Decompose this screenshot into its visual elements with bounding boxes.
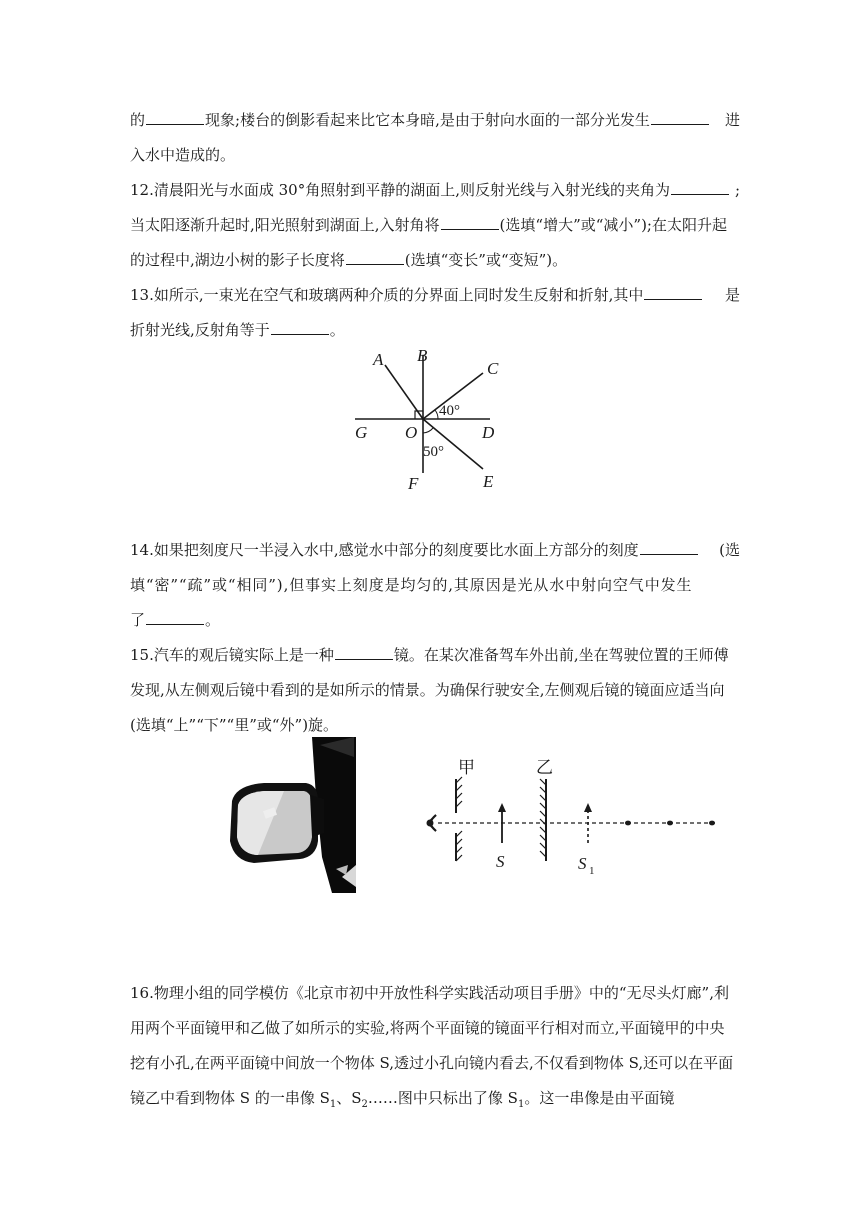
label-E: E <box>483 472 494 491</box>
q13-line1 <box>130 285 740 305</box>
label-C: C <box>487 359 499 378</box>
label-S: S <box>496 852 505 871</box>
reflection-refraction-diagram <box>345 345 505 495</box>
text: 进 <box>724 111 740 129</box>
eye-icon <box>428 815 437 831</box>
label-F: F <box>408 474 419 493</box>
answer-blank[interactable] <box>640 540 698 555</box>
answer-blank[interactable] <box>271 320 329 335</box>
text: (选填“增大”或“减小”);在太阳升起 <box>499 216 727 234</box>
answer-blank[interactable] <box>335 645 393 660</box>
label-G: G <box>355 423 368 442</box>
text: 12.清晨阳光与水面成 30°角照射到平静的湖面上,则反射光线与入射光线的夹角为 <box>130 181 670 199</box>
text: 、S <box>336 1089 362 1107</box>
angle-arc-40 <box>435 410 438 419</box>
text: 了 <box>130 611 146 629</box>
label-B: B <box>417 346 428 365</box>
q14-line1 <box>130 540 740 560</box>
label-yi: 乙 <box>536 758 553 778</box>
text: 镜乙中看到物体 S 的一串像 S <box>130 1089 330 1107</box>
q14-line2: 填“密”“疏”或“相同”),但事实上刻度是均匀的,其原因是光从水中射向空气中发生 <box>130 576 693 594</box>
subscript: 1 <box>329 1099 337 1110</box>
label-O: O <box>405 423 418 442</box>
text: 。这一串像是由平面镜 <box>524 1089 675 1107</box>
answer-blank[interactable] <box>671 180 729 195</box>
label-S1-subscript: 1 <box>589 865 595 877</box>
subscript: 1 <box>517 1099 525 1110</box>
q16-line2: 用两个平面镜甲和乙做了如所示的实验,将两个平面镜的镜面平行相对而立,平面镜甲的中央 <box>130 1019 725 1037</box>
q16-line4 <box>130 1088 740 1115</box>
text: 的 <box>130 111 146 129</box>
answer-blank[interactable] <box>146 110 204 125</box>
text: 13.如所示,一束光在空气和玻璃两种介质的分界面上同时发生反射和折射,其中 <box>130 286 644 304</box>
text: 。 <box>329 321 345 339</box>
text: 镜。在某次准备驾车外出前,坐在驾驶位置的王师傅 <box>393 646 729 664</box>
q12-line1 <box>130 180 740 200</box>
q14-line3 <box>130 610 740 630</box>
text: (选填“变长”或“变短”)。 <box>404 251 568 269</box>
plane-mirror-corridor-diagram <box>418 757 728 877</box>
text: (选 <box>719 541 740 559</box>
angle-arc-50 <box>423 428 433 433</box>
q15-line3: (选填“上”“下”“里”或“外”)旋。 <box>130 716 339 734</box>
subscript: 2 <box>361 1099 368 1110</box>
answer-blank[interactable] <box>146 610 204 625</box>
car-side-mirror-photo <box>224 737 356 893</box>
angle-label-50: 50° <box>423 444 444 460</box>
further-images <box>625 821 715 826</box>
q16-line1: 16.物理小组的同学模仿《北京市初中开放性科学实践活动项目手册》中的“无尽头灯廊”,利 <box>130 984 729 1002</box>
angle-label-40: 40° <box>439 403 460 419</box>
text: 的过程中,湖边小树的影子长度将 <box>130 251 345 269</box>
text: 。 <box>205 611 221 629</box>
q12-line2 <box>130 215 740 235</box>
answer-blank[interactable] <box>644 285 702 300</box>
q12-line3 <box>130 250 740 270</box>
text: 15.汽车的观后镜实际上是一种 <box>130 646 334 664</box>
text: 14.如果把刻度尺一半浸入水中,感觉水中部分的刻度要比水面上方部分的刻度 <box>130 541 639 559</box>
text: 当太阳逐渐升起时,阳光照射到湖面上,入射角将 <box>130 216 440 234</box>
label-A: A <box>373 350 384 369</box>
text: ; <box>734 181 740 199</box>
text: ……图中只标出了像 S <box>367 1089 518 1107</box>
label-D: D <box>482 423 495 442</box>
q13-line2 <box>130 320 740 340</box>
label-jia: 甲 <box>458 758 475 778</box>
text: 折射光线,反射角等于 <box>130 321 270 339</box>
text: 是 <box>724 286 740 304</box>
q15-line1 <box>130 645 740 665</box>
answer-blank[interactable] <box>441 215 499 230</box>
answer-blank[interactable] <box>651 110 709 125</box>
answer-blank[interactable] <box>346 250 404 265</box>
q15-line2: 发现,从左侧观后镜中看到的是如所示的情景。为确保行驶安全,左侧观后镜的镜面应适当向 <box>130 681 725 699</box>
text-line <box>130 110 740 130</box>
q16-line3: 挖有小孔,在两平面镜中间放一个物体 S,透过小孔向镜内看去,不仅看到物体 S,还可以在平面 <box>130 1054 734 1072</box>
text-line: 入水中造成的。 <box>130 146 236 164</box>
text: 现象;楼台的倒影看起来比它本身暗,是由于射向水面的一部分光发生 <box>205 111 650 129</box>
label-S1: S <box>578 854 587 873</box>
